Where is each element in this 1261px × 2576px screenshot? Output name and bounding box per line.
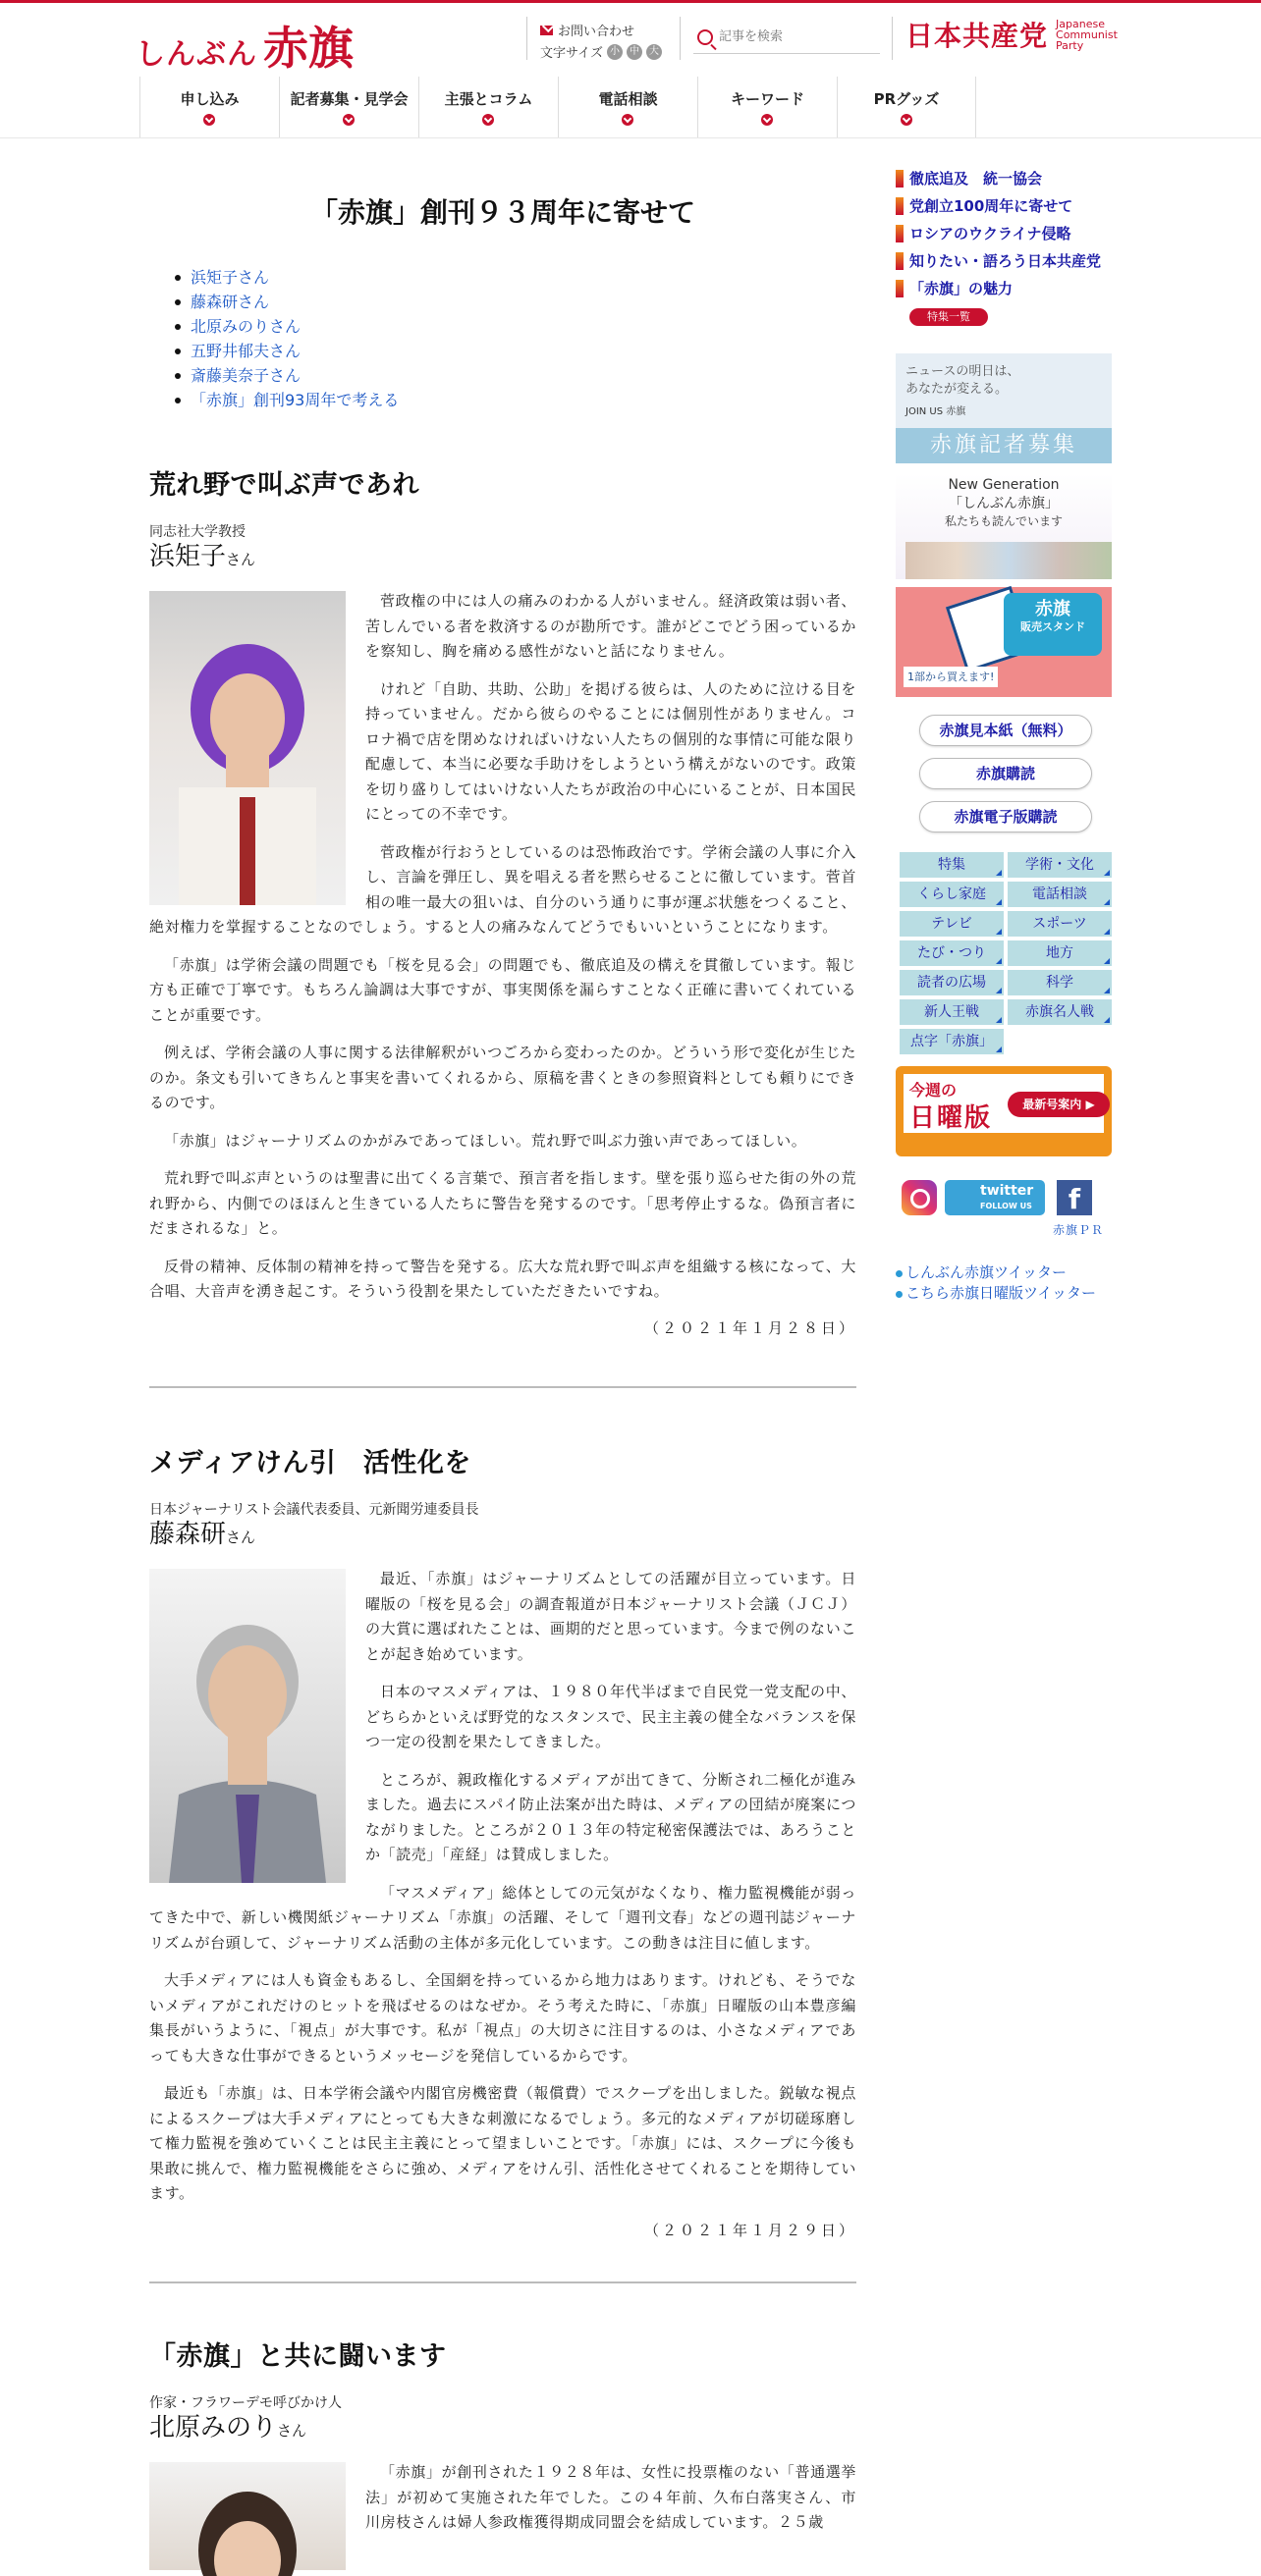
category-link[interactable]: 読者の広場 <box>900 970 1004 995</box>
honorific: さん <box>226 1529 256 1546</box>
article-paragraph: ところが、親政権化するメディアが出てきて、分断され二極化が進みました。過去にスパイ防止法案が出た時は、メディアの団結が廃案につながりました。ところが２０１３年の特定秘密保護法では、あろうことか「読売」「産経」は賛成しました。 <box>365 1770 857 1863</box>
article-paragraph: 菅政権が行おうとしているのは恐怖政治です。学術会議の人事に介入し、言論を弾圧し、異を唱える者を黙らせることに徹しています。菅首相の唯一最大の狙いは、自分のいう通りに事が運ぶ状態をつくること、絶対権力を掌握することなのでしょう。すると人の痛みなんてどうでもいいということになります。 <box>149 842 856 936</box>
author-photo <box>149 1569 346 1883</box>
author-name-text: 藤森研 <box>149 1520 227 1549</box>
newgen-subtitle: 「しんぶん赤旗」 <box>949 496 1059 511</box>
nav-item-label: 申し込み <box>180 90 240 108</box>
sidebar <box>896 165 1112 326</box>
recruit-tagline-line: あなたが変える。 <box>905 382 1009 397</box>
nav-item-recruit[interactable] <box>279 77 418 137</box>
party-en-line: Japanese <box>1056 17 1105 30</box>
chevron-down-icon <box>203 114 215 126</box>
article-title: 「赤旗」と共に闘います <box>149 2341 447 2372</box>
social-links <box>902 1176 1112 1245</box>
twitter-account-link[interactable]: こちら赤旗日曜版ツイッター <box>896 1283 1096 1304</box>
author-name <box>149 2412 856 2446</box>
feature-list-button[interactable]: 特集一覧 <box>909 308 988 326</box>
search-box <box>693 21 880 54</box>
header-divider <box>892 17 893 60</box>
twitter-sub-label: FOLLOW US <box>980 1202 1032 1210</box>
nav-item-label: 電話相談 <box>598 90 658 108</box>
twitter-account-links <box>896 1262 1096 1304</box>
nav-item-label: キーワード <box>730 90 804 108</box>
honorific: さん <box>226 551 256 568</box>
category-link[interactable]: たび・つり <box>900 940 1004 966</box>
nav-item-keyword[interactable] <box>697 77 837 137</box>
sidebar-link[interactable]: 党創立100周年に寄せて <box>896 192 1112 220</box>
party-en-line: Communist <box>1056 27 1118 41</box>
toc-link[interactable]: 五野井郁夫さん <box>173 339 399 363</box>
article-paragraph: 「赤旗」が創刊された１９２８年は、女性に投票権のない「普通選挙法」が初めて実施された年でした。この４年前、久布白落実さん、市川房枝さんは婦人参政権獲得期成同盟会を結成しています。２５歳 <box>365 2463 856 2531</box>
new-generation-banner[interactable] <box>896 473 1112 579</box>
sales-stand-banner[interactable] <box>896 587 1112 697</box>
nav-item-apply[interactable] <box>139 77 279 137</box>
article-hama <box>149 463 856 1338</box>
category-link[interactable]: 地方 <box>1008 940 1112 966</box>
author-portrait-illustration <box>149 1569 346 1883</box>
category-grid <box>900 852 1112 1054</box>
article-paragraph: 菅政権の中には人の痛みのわかる人がいません。経済政策は弱い者、苦しんでいる者を救済するのが勘所です。誰がどこでどう困っているかを察知し、胸を痛める感性がないと話になりません。 <box>365 592 856 660</box>
nav-item-pr-goods[interactable] <box>837 77 976 137</box>
article-paragraph: 最近、「赤旗」はジャーナリズムとしての活躍が目立っています。日曜版の「桜を見る会」の調査報道が日本ジャーナリスト会議（ＪＣＪ）の大賞に選ばれたことは、画期的だと思っています。今まで例のないことが起き始めています。 <box>365 1570 856 1663</box>
table-of-contents <box>173 265 399 412</box>
sidebar-link[interactable]: 徹底追及 統一協会 <box>896 165 1112 192</box>
honorific: さん <box>277 2422 307 2440</box>
category-link[interactable]: くらし家庭 <box>900 882 1004 907</box>
sidebar-link[interactable]: 知りたい・語ろう日本共産党 <box>896 247 1112 275</box>
site-logo[interactable] <box>136 13 354 75</box>
logo-kana: しんぶん <box>136 37 257 72</box>
stand-badge-title: 赤旗 <box>1035 599 1070 619</box>
article-paragraph: けれど「自助、共助、公助」を掲げる彼らは、人のために泣ける目を持っていません。だから彼らのやることには個別性がありません。コロナ禍で店を閉めなければいけない人たちの個別的な事情に可能な限り配慮して、本当に必要な手助けをしようという構えがないのです。政策を切り盛りしてはいけない人たちが政治の中心にいることが、日本国民にとっての不幸です。 <box>365 679 856 823</box>
subscribe-button[interactable]: 赤旗購読 <box>919 758 1092 789</box>
latest-issue-button[interactable]: 最新号案内 ▶ <box>1008 1092 1110 1117</box>
toc-link[interactable]: 藤森研さん <box>173 290 399 314</box>
reader-photos <box>905 542 1112 579</box>
recruit-banner[interactable] <box>896 353 1112 463</box>
category-link[interactable]: 科学 <box>1008 970 1112 995</box>
toc-link[interactable]: 浜矩子さん <box>173 265 399 290</box>
chevron-down-icon <box>761 114 773 126</box>
recruit-join: JOIN US 赤旗 <box>905 406 966 417</box>
newgen-title: New Generation <box>948 477 1060 493</box>
search-input[interactable] <box>719 29 876 44</box>
category-link[interactable]: 点字「赤旗」 <box>900 1029 1004 1054</box>
page-title: 「赤旗」創刊９３周年に寄せて <box>309 196 695 229</box>
jcp-logo[interactable] <box>905 15 1118 54</box>
mail-icon <box>540 26 553 35</box>
article-paragraph: 大手メディアには人も資金もあるし、全国網を持っているから地力はあります。けれども、そうでないメディアがこれだけのヒットを飛ばせるのはなぜか。そう考えた時に、「赤旗」日曜版の山本豊彦編集長がいうように、「視点」が大事です。私が「視点」の大切さに注目するのは、小さなメディアであっても大きな仕事ができるというメッセージを発信しているからです。 <box>149 1971 856 2065</box>
twitter-label: twitter <box>980 1183 1034 1199</box>
party-name: 日本共産党 <box>905 20 1049 52</box>
party-name-en <box>1056 19 1118 51</box>
newgen-caption: 私たちも読んでいます <box>944 514 1063 528</box>
category-link[interactable]: 新人王戦 <box>900 999 1004 1025</box>
author-name <box>149 541 856 575</box>
stand-badge <box>1004 593 1102 656</box>
toc-link[interactable]: 「赤旗」創刊93周年で考える <box>173 388 399 412</box>
font-size-label: 文字サイズ <box>540 46 603 61</box>
author-role: 日本ジャーナリスト会議代表委員、元新聞労連委員長 <box>149 1502 479 1518</box>
sunday-label: 今週の <box>909 1081 958 1100</box>
chevron-down-icon <box>622 114 633 126</box>
article-title: メディアけん引 活性化を <box>149 1448 471 1478</box>
nav-item-label: PRグッズ <box>873 90 940 108</box>
category-link[interactable]: テレビ <box>900 911 1004 937</box>
nav-item-phone-consult[interactable] <box>558 77 697 137</box>
author-name-text: 北原みのり <box>149 2413 278 2442</box>
main-nav <box>139 77 976 137</box>
sidebar-link[interactable]: ロシアのウクライナ侵略 <box>896 220 1112 247</box>
article-paragraph: 荒れ野で叫ぶ声というのは聖書に出てくる言葉で、預言者を指します。壁を張り巡らせた街の外の荒れ野から、内側でのほほんと生きている人たちに警告を発するのです。「思考停止するな。偽預言者にだまされるな」と。 <box>149 1169 856 1237</box>
author-role: 作家・フラワーデモ呼びかけ人 <box>149 2395 342 2411</box>
author-role: 同志社大学教授 <box>149 524 246 540</box>
header-divider <box>680 17 681 60</box>
sunday-edition-banner[interactable] <box>896 1066 1112 1156</box>
header-divider <box>526 17 527 60</box>
category-link[interactable]: 赤旗名人戦 <box>1008 999 1112 1025</box>
article-divider <box>149 2281 856 2283</box>
article-paragraph: 反骨の精神、反体制の精神を持って警告を発する。広大な荒れ野で叫ぶ声を組織する核になって、大合唱、大音声を湧き起こす。そういう役割を果たしていただきたいですね。 <box>149 1257 856 1300</box>
font-size-large-button[interactable]: 大 <box>646 44 662 60</box>
sunday-title: 日曜版 <box>909 1103 993 1133</box>
article-date: （２０２１年１月２９日） <box>643 2221 856 2239</box>
search-icon[interactable] <box>697 29 713 45</box>
article-paragraph: 「マスメディア」総体としての元気がなくなり、権力監視機能が弱ってきた中で、新しい機関紙ジャーナリズム「赤旗」の活躍、そして「週刊文春」などの週刊誌ジャーナリズムが台頭して、ジャーナリズム活動の主体が多元化しています。この動きは注目に値します。 <box>149 1883 856 1952</box>
stand-note: 1部から買えます! <box>904 667 998 687</box>
nav-item-opinion[interactable] <box>418 77 558 137</box>
digital-subscribe-button[interactable]: 赤旗電子版購読 <box>919 801 1092 832</box>
sidebar-link[interactable]: 「赤旗」の魅力 <box>896 275 1112 302</box>
article-paragraph: 日本のマスメディアは、１９８０年代半ばまで自民党一党支配の中、どちらかといえば野党的なスタンスで、民主主義の健全なバランスを保つ一定の役割を果たしてきました。 <box>365 1683 856 1750</box>
instagram-icon[interactable] <box>902 1180 937 1215</box>
article-title: 荒れ野で叫ぶ声であれ <box>149 470 419 501</box>
category-link[interactable]: 電話相談 <box>1008 882 1112 907</box>
site-header <box>0 3 1261 75</box>
chevron-down-icon <box>343 114 355 126</box>
nav-item-label: 主張とコラム <box>444 90 533 108</box>
author-name <box>149 1519 856 1553</box>
sidebar-feature-links <box>896 165 1112 302</box>
author-portrait-illustration <box>149 2462 346 2570</box>
facebook-icon[interactable]: f <box>1057 1180 1092 1215</box>
category-link[interactable]: スポーツ <box>1008 911 1112 937</box>
chevron-down-icon <box>482 114 494 126</box>
author-name-text: 浜矩子 <box>149 542 227 571</box>
article-kitahara <box>149 2334 856 2576</box>
contact-label: お問い合わせ <box>558 25 635 39</box>
category-link[interactable]: 特集 <box>900 852 1004 878</box>
article-paragraph: 例えば、学術会議の人事に関する法律解釈がいつごろから変わったのか。どういう形で変化が生じたのか。条文も引いてきちんと事実を書いてくれるから、原稿を書くときの参照資料としても頼りにできるのです。 <box>149 1044 856 1111</box>
font-size-medium-button[interactable]: 中 <box>627 44 642 60</box>
font-size-control <box>540 42 662 61</box>
pr-link[interactable]: 赤旗ＰＲ <box>1053 1223 1105 1237</box>
recruit-tagline <box>905 363 1019 399</box>
article-paragraph: 最近も「赤旗」は、日本学術会議や内閣官房機密費（報償費）でスクープを出しました。鋭敏な視点によるスクープは大手メディアにとっても大きな刺激になるでしょう。多元的なメディアが切磋琢磨して権力監視を強めていくことは民主主義にとって望ましいことです。「赤旗」には、スクープに今後も果敢に挑んで、権力監視機能をさらに強め、メディアをけん引、活性化させてくれることを期待しています。 <box>149 2084 856 2202</box>
font-size-small-button[interactable]: 小 <box>607 44 623 60</box>
article-paragraph: 「赤旗」はジャーナリズムのかがみであってほしい。荒れ野で叫ぶ力強い声であってほしい。 <box>164 1131 807 1150</box>
article-fujimori <box>149 1441 856 2240</box>
party-en-line: Party <box>1056 38 1084 52</box>
category-link[interactable]: 学術・文化 <box>1008 852 1112 878</box>
stand-badge-sub: 販売スタンド <box>1020 620 1085 633</box>
article-date: （２０２１年１月２８日） <box>643 1318 856 1337</box>
twitter-account-link[interactable]: しんぶん赤旗ツイッター <box>896 1262 1096 1283</box>
nav-divider <box>0 137 1261 138</box>
nav-item-label: 記者募集・見学会 <box>290 90 409 108</box>
article-paragraph: 「赤旗」は学術会議の問題でも「桜を見る会」の問題でも、徹底追及の構えを貫徹しています。報じ方も正確で丁寧です。もちろん論調は大事ですが、事実関係を漏らすことなく正確に書いてくれていることが重要です。 <box>149 955 856 1024</box>
author-photo <box>149 591 346 905</box>
sample-paper-button[interactable]: 赤旗見本紙（無料） <box>919 715 1092 746</box>
chevron-down-icon <box>901 114 912 126</box>
article-divider <box>149 1386 856 1388</box>
toc-link[interactable]: 斎藤美奈子さん <box>173 363 399 388</box>
contact-link[interactable] <box>540 21 634 39</box>
author-photo <box>149 2462 346 2570</box>
twitter-follow-button[interactable] <box>945 1180 1045 1215</box>
author-portrait-illustration <box>149 591 346 905</box>
recruit-title: 赤旗記者募集 <box>896 428 1112 463</box>
logo-kanji: 赤旗 <box>263 22 354 75</box>
recruit-tagline-line: ニュースの明日は、 <box>905 364 1020 379</box>
toc-link[interactable]: 北原みのりさん <box>173 314 399 339</box>
